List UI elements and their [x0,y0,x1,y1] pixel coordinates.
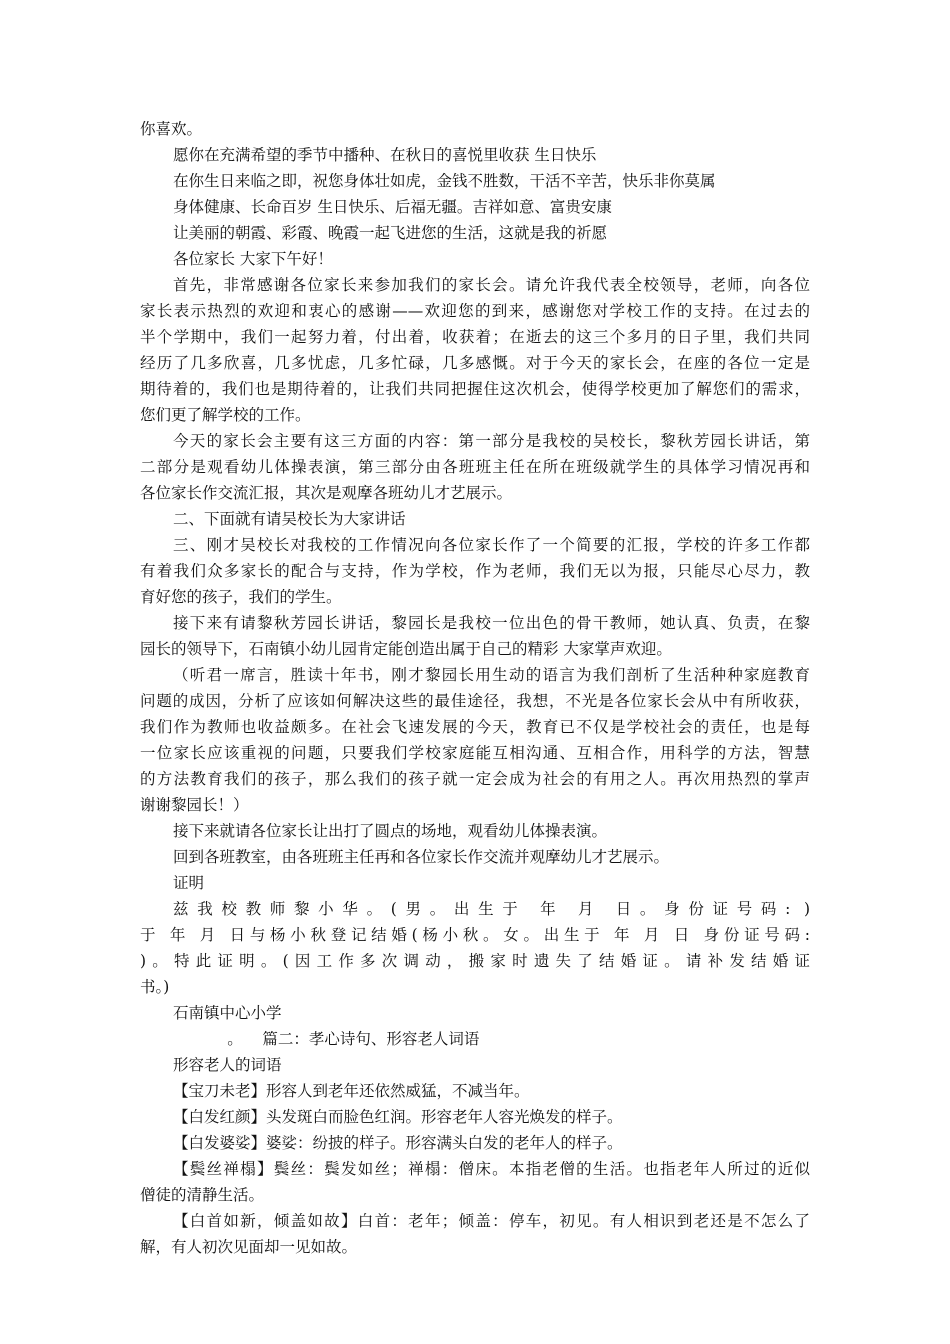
text-line: 让美丽的朝霞、彩霞、晚霞一起飞进您的生活，这就是我的祈愿 [173,224,608,242]
text-line: 育好您的孩子，我们的学生。 [140,588,342,606]
text-line: 期待着的，我们也是期待着的，让我们共同把握住这次机会，使得学校更加了解您们的需求， [140,380,810,398]
text-line: 你喜欢。 [140,120,203,138]
text-line: 兹我校教师黎小华。(男。出生于 年 月 日。身份证号码: ) [173,900,810,918]
text-line: 半个学期中，我们一起努力着，付出着，收获着；在逝去的这三个多月的日子里，我们共同 [140,328,810,346]
text-line: 【宝刀未老】形容人到老年还依然威猛，不减当年。 [173,1082,530,1100]
text-line: 有着我们众多家长的配合与支持，作为学校，作为老师，我们无以为报，只能尽心尽力，教 [140,562,810,580]
text-line: 身体健康、长命百岁 生日快乐、后福无疆。吉祥如意、富贵安康 [173,198,612,216]
text-line: 回到各班教室，由各班班主任再和各位家长作交流并观摩幼儿才艺展示。 [173,848,670,866]
text-line: 谢谢黎园长！） [140,796,249,814]
text-line: 于 年 月 日与杨小秋登记结婚(杨小秋。女。出生于 年 月 日 身份证号码: [140,926,810,944]
text-line: 我们作为教师也收益颇多。在社会飞速发展的今天，教育已不仅是学校社会的责任，也是每 [140,718,810,736]
text-line: 您们更了解学校的工作。 [140,406,311,424]
text-line: 接下来有请黎秋芳园长讲话，黎园长是我校一位出色的骨干教师，她认真、负责，在黎 [173,614,810,632]
text-line: 【鬓丝禅榻】鬓丝：鬓发如丝；禅榻：僧床。本指老僧的生活。也指老年人所过的近似 [173,1160,810,1178]
text-line: 问题的成因，分析了应该如何解决这些的最佳途径，我想，不光是各位家长会从中有所收获， [140,692,810,710]
text-line: 的方法教育我们的孩子，那么我们的孩子就一定会成为社会的有用之人。再次用热烈的掌声 [140,770,810,788]
text-line: )。特此证明。(因工作多次调动，搬家时遗失了结婚证。请补发结婚证 [140,952,810,970]
text-line: 园长的领导下，石南镇小幼儿园肯定能创造出属于自己的精彩 大家掌声欢迎。 [140,640,672,658]
text-line: 证明 [173,874,205,892]
text-line: 解，有人初次见面却一见如故。 [140,1238,358,1256]
text-line: 石南镇中心小学 [173,1004,282,1022]
text-line: 三、刚才吴校长对我校的工作情况向各位家长作了一个简要的汇报，学校的许多工作都 [173,536,810,554]
text-line: 今天的家长会主要有这三方面的内容：第一部分是我校的吴校长，黎秋芳园长讲话，第 [173,432,810,450]
text-line: 一位家长应该重视的问题，只要我们学校家庭能互相沟通、互相合作，用科学的方法，智慧 [140,744,810,762]
text-line: 【白发红颜】头发斑白而脸色红润。形容老年人容光焕发的样子。 [173,1108,623,1126]
text-line: 【白首如新，倾盖如故】白首：老年；倾盖：停车，初见。有人相识到老还是不怎么了 [173,1212,810,1230]
text-line: 各位家长作交流汇报，其次是观摩各班幼儿才艺展示。 [140,484,513,502]
text-line: 首先，非常感谢各位家长来参加我们的家长会。请允许我代表全校领导，老师，向各位 [173,276,810,294]
text-line: 形容老人的词语 [173,1056,282,1074]
text-line: 接下来就请各位家长让出打了圆点的场地，观看幼儿体操表演。 [173,822,608,840]
text-line: 二部分是观看幼儿体操表演，第三部分由各班班主任在所在班级就学生的具体学习情况再和 [140,458,810,476]
text-line: 愿你在充满希望的季节中播种、在秋日的喜悦里收获 生日快乐 [173,146,597,164]
text-line: 在你生日来临之即，祝您身体壮如虎，金钱不胜数，干活不辛苦，快乐非你莫属 [173,172,716,190]
text-line: 二、下面就有请吴校长为大家讲话 [173,510,406,528]
text-line: 家长表示热烈的欢迎和衷心的感谢——欢迎您的到来，感谢您对学校工作的支持。在过去的 [140,302,810,320]
text-line: 书。) [140,978,170,996]
text-line: 。 篇二：孝心诗句、形容老人词语 [173,1030,480,1048]
text-line: 僧徒的清静生活。 [140,1186,265,1204]
text-line: （听君一席言，胜读十年书，刚才黎园长用生动的语言为我们剖析了生活种种家庭教育 [173,666,810,684]
text-line: 经历了几多欣喜，几多忧虑，几多忙碌，几多感慨。对于今天的家长会，在座的各位一定是 [140,354,810,372]
text-line: 【白发婆娑】婆娑：纷披的样子。形容满头白发的老年人的样子。 [173,1134,623,1152]
text-line: 各位家长 大家下午好！ [173,250,333,268]
